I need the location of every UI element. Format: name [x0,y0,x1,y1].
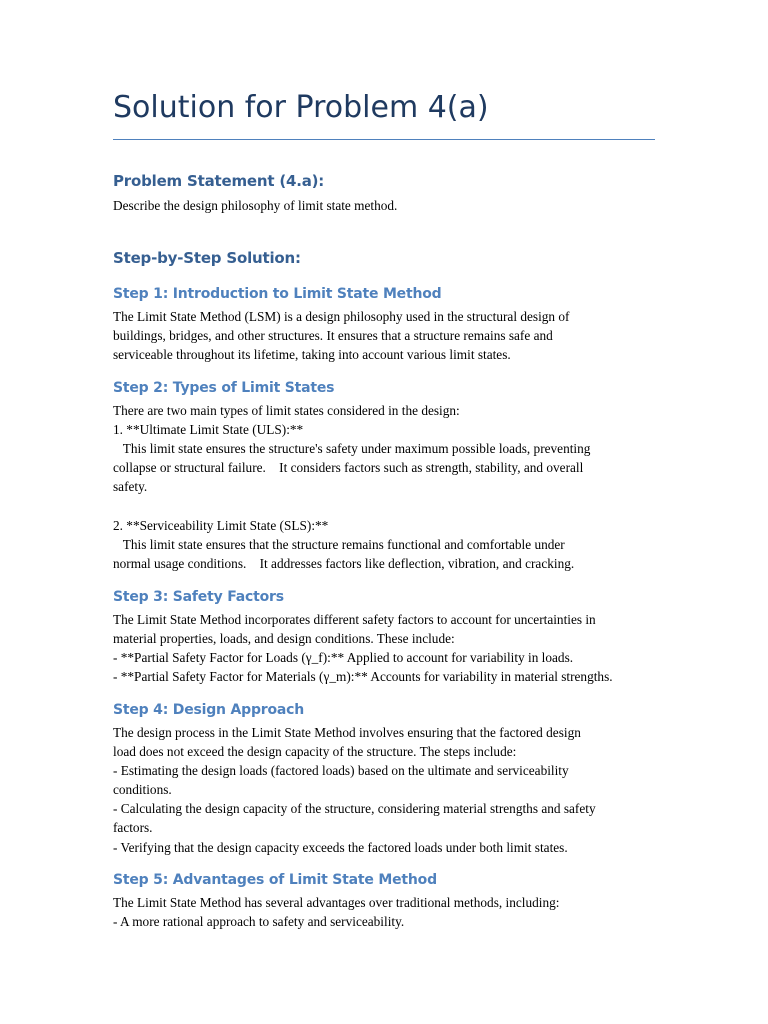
step-2-body-sls [113,516,673,573]
text-line: - Estimating the design loads (factored loads) based on the ultimate and serviceability [113,763,569,779]
title-underline [113,139,655,140]
text-line: - A more rational approach to safety and serviceability. [113,914,405,930]
text-line: buildings, bridges, and other structures. It ensures that a structure remains safe and [113,328,553,344]
text-line: - Calculating the design capacity of the structure, considering material strengths and safety [113,801,596,817]
text-line: - **Partial Safety Factor for Materials (γ_m):** Accounts for variability in material strengths. [113,669,613,685]
step-1-body [113,307,673,364]
text-line: 2. **Serviceability Limit State (SLS):** [113,518,329,533]
step-3-body [113,610,673,686]
text-line: load does not exceed the design capacity of the structure. The steps include: [113,744,517,760]
step-1-heading: Step 1: Introduction to Limit State Method [113,286,442,302]
step-4-body [113,723,673,857]
text-line: 1. **Ultimate Limit State (ULS):** [113,422,304,438]
step-4-heading: Step 4: Design Approach [113,702,305,718]
step-3-heading: Step 3: Safety Factors [113,589,284,605]
text-line: This limit state ensures that the structure remains functional and comfortable under [113,537,565,553]
solution-heading: Step-by-Step Solution: [113,249,301,267]
text-line: collapse or structural failure. It considers factors such as strength, stability, and overall [113,460,584,476]
text-line: serviceable throughout its lifetime, taking into account various limit states. [113,347,511,363]
text-line: The Limit State Method incorporates different safety factors to account for uncertainties in [113,612,596,627]
text-line: There are two main types of limit states considered in the design: [113,403,460,418]
text-line: This limit state ensures the structure's safety under maximum possible loads, preventing [113,441,591,457]
page-title: Solution for Problem 4(a) [113,90,489,125]
step-5-body [113,893,673,931]
text-line: - Verifying that the design capacity exceeds the factored loads under both limit states. [113,839,568,855]
text-line: material properties, loads, and design conditions. These include: [113,631,455,647]
text-line: The Limit State Method has several advantages over traditional methods, including: [113,895,560,910]
problem-text [113,196,673,215]
text-line: factors. [113,820,153,836]
text-line: The Limit State Method (LSM) is a design philosophy used in the structural design of [113,309,570,324]
step-5-heading: Step 5: Advantages of Limit State Method [113,872,437,888]
text-line: conditions. [113,782,172,798]
text-line: safety. [113,479,148,495]
text-line: normal usage conditions. It addresses factors like deflection, vibration, and cracking. [113,556,575,572]
problem-heading: Problem Statement (4.a): [113,172,325,190]
text-line: - **Partial Safety Factor for Loads (γ_f):** Applied to account for variability in loads. [113,650,574,666]
text-line: Describe the design philosophy of limit state method. [113,198,398,213]
step-2-heading: Step 2: Types of Limit States [113,380,335,396]
step-2-body [113,401,673,496]
text-line: The design process in the Limit State Method involves ensuring that the factored design [113,725,581,740]
